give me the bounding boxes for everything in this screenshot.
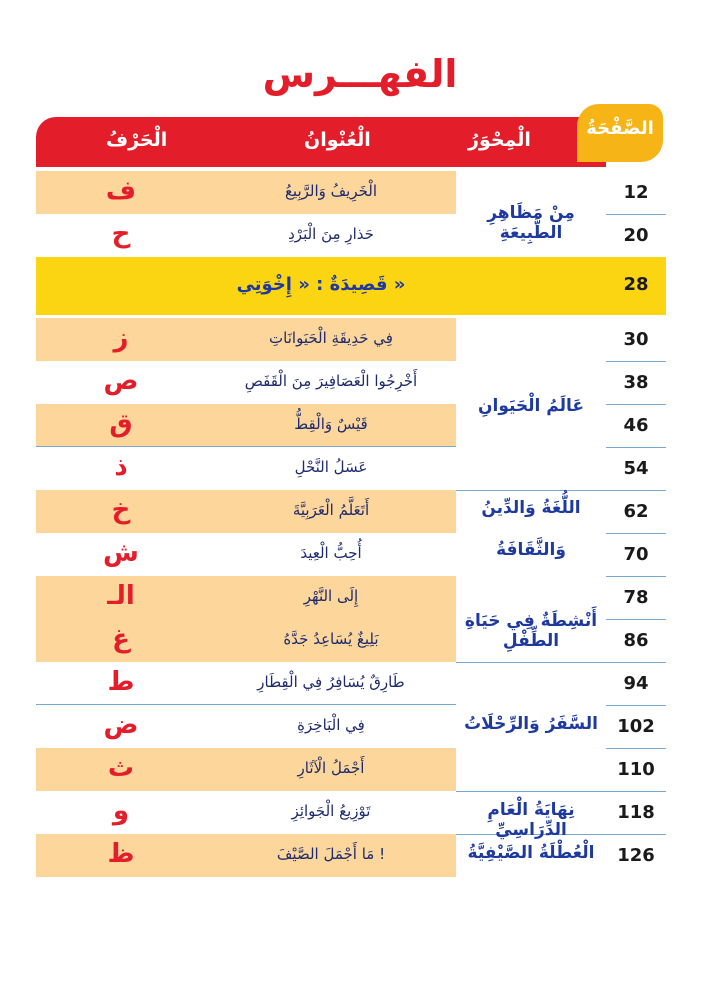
header-axis: الْمِحْوَرُ — [468, 129, 531, 151]
axis-label: وَالثَّقَافَةُ — [496, 540, 566, 560]
row-letter: ط — [107, 667, 135, 697]
row-letter: و — [112, 796, 130, 826]
row-lesson: فِي الْبَاخِرَةِ — [297, 716, 365, 734]
row-letter: الـ — [107, 581, 135, 611]
header-page-tab — [577, 104, 663, 162]
table-row — [36, 662, 456, 705]
row-divider — [36, 446, 456, 447]
table-row — [36, 490, 456, 533]
row-lesson: قَيْسٌ وَالْقِطُّ — [294, 415, 368, 433]
page-title: الفهـــرس — [262, 52, 458, 96]
row-page: 86 — [623, 630, 649, 651]
row-lesson: عَسَلُ النَّحْلِ — [294, 458, 368, 476]
row-page: 118 — [617, 802, 655, 823]
table-row — [36, 791, 456, 834]
axis-label: أَنْشِطَةٌ فِي حَيَاةِ الطِّفْلِ — [464, 611, 598, 651]
row-lesson: أَخْرِجُوا الْعَصَافِيرَ مِنَ الْقَفَصِ — [244, 372, 418, 390]
row-lesson: طَارِقٌ يُسَافِرُ فِي الْقِطَارِ — [257, 673, 405, 691]
table-row — [36, 171, 456, 214]
row-divider — [606, 214, 666, 215]
row-letter: ق — [109, 409, 133, 439]
row-letter: ض — [103, 710, 139, 740]
axis-label: مِنْ مَظَاهِرِ الطَّبِيعَةِ — [487, 203, 575, 243]
row-letter: ح — [111, 219, 131, 249]
table-row — [36, 361, 456, 404]
row-divider — [606, 748, 666, 749]
row-lesson: أُحِبُّ الْعِيدَ — [300, 544, 362, 562]
axis-divider — [456, 791, 606, 792]
row-lesson: بَلِيغٌ يُسَاعِدُ جَدَّهُ — [283, 630, 379, 648]
row-page: 110 — [617, 759, 655, 780]
row-lesson: مَا أَجْمَلَ الصَّيْفَ ! — [276, 845, 386, 863]
row-divider — [606, 533, 666, 534]
row-letter: ذ — [114, 452, 128, 482]
row-divider — [606, 404, 666, 405]
row-letter: خ — [111, 495, 131, 525]
axis-label: نِهَايَةُ الْعَامِ الدِّرَاسِيِّ — [487, 800, 575, 840]
header-letter: الْحَرْفُ — [106, 129, 168, 151]
table-row — [36, 404, 456, 447]
row-divider — [606, 447, 666, 448]
row-divider — [606, 361, 666, 362]
row-page: 126 — [617, 845, 655, 866]
row-lesson: تَوْزِيعُ الْجَوائِزِ — [291, 802, 371, 820]
poem-title: قَصِيدَةٌ : « إِخْوَتِي » — [236, 274, 406, 295]
row-letter: غ — [112, 624, 130, 654]
axis-label: اللُّغَةُ وَالدِّينُ — [481, 498, 581, 518]
table-row — [36, 576, 456, 619]
axis-label: السَّفَرُ وَالرِّحْلَاتُ — [464, 714, 598, 734]
row-divider — [606, 834, 666, 835]
row-page: 30 — [623, 329, 649, 350]
row-lesson: فِي حَدِيقَةِ الْحَيَوانَاتِ — [269, 329, 393, 347]
row-divider — [36, 704, 456, 705]
row-letter: ش — [103, 538, 139, 568]
header-title: الْعُنْوانُ — [304, 129, 371, 151]
row-page: 70 — [623, 544, 649, 565]
row-lesson: الْخَرِيفُ وَالرَّبِيعُ — [284, 182, 378, 200]
row-page: 20 — [623, 225, 649, 246]
row-page: 102 — [617, 716, 655, 737]
header-page: الصَّفْحَةُ — [586, 118, 654, 139]
axis-label: الْعُطْلَةُ الصَّيْفِيَّةُ — [467, 843, 595, 863]
table-row — [36, 318, 456, 361]
row-lesson: أَجْمَلُ الْآثَارِ — [297, 759, 365, 777]
row-page: 78 — [623, 587, 649, 608]
row-divider — [606, 791, 666, 792]
row-divider — [606, 576, 666, 577]
row-page: 38 — [623, 372, 649, 393]
row-letter: ص — [103, 366, 139, 396]
row-letter: ث — [107, 753, 135, 783]
poem-row — [36, 257, 666, 315]
row-divider — [606, 662, 666, 663]
row-divider — [606, 705, 666, 706]
table-row — [36, 533, 456, 576]
table-row — [36, 214, 456, 257]
table-row — [36, 834, 456, 877]
table-row — [36, 619, 456, 662]
row-lesson: أَتَعَلَّمُ الْعَرَبِيَّةَ — [292, 501, 370, 519]
table-row — [36, 705, 456, 748]
row-letter: ز — [113, 323, 129, 353]
row-page: 12 — [623, 182, 649, 203]
row-lesson: إِلَى النَّهْرِ — [303, 587, 359, 605]
row-page: 46 — [623, 415, 649, 436]
row-page: 62 — [623, 501, 649, 522]
poem-page: 28 — [623, 274, 649, 295]
axis-divider — [456, 662, 606, 663]
axis-label: عَالَمُ الْحَيَوانِ — [477, 396, 585, 416]
axis-divider — [456, 490, 606, 491]
row-letter: ف — [105, 176, 137, 206]
table-header — [36, 117, 606, 167]
row-page: 94 — [623, 673, 649, 694]
row-divider — [606, 490, 666, 491]
table-row — [36, 748, 456, 791]
row-page: 54 — [623, 458, 649, 479]
table-row — [36, 447, 456, 490]
row-lesson: حَذارِ مِنَ الْبَرْدِ — [288, 225, 374, 243]
row-divider — [606, 619, 666, 620]
row-letter: ظ — [107, 839, 135, 869]
